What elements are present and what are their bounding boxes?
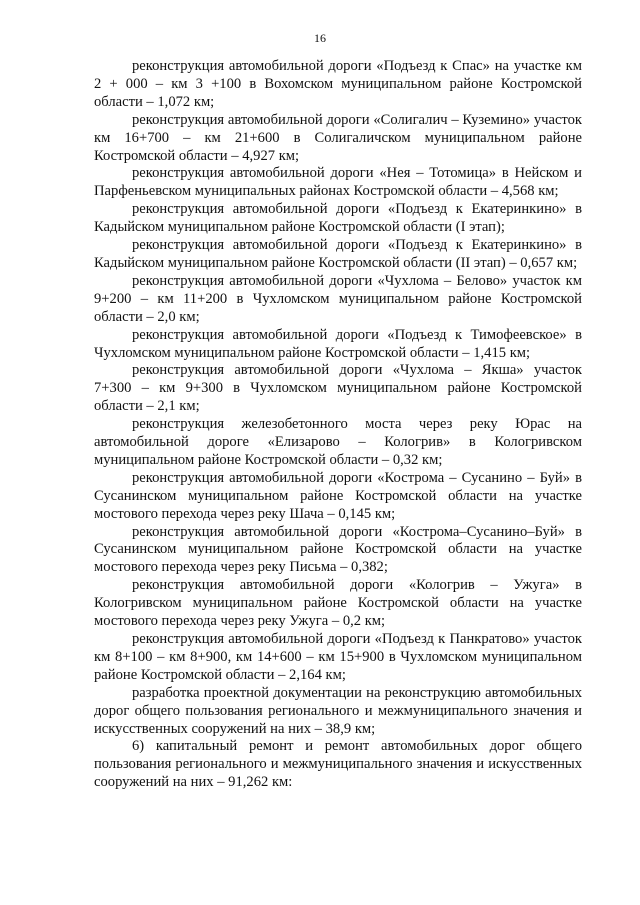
paragraph-project-documentation: разработка проектной документации на реконструкцию автомобильных дорог общего пользования регионального и межмуниципального значения и искусственных сооружений на них – 38,9 км;	[94, 684, 582, 737]
document-body	[94, 58, 582, 792]
paragraph-ekaterinkino-2: реконструкция автомобильной дороги «Подъезд к Екатеринкино» в Кадыйском муниципальном районе Костромской области (II этап) – 0,657 км;	[94, 237, 582, 271]
paragraph-pisma-crossing: реконструкция автомобильной дороги «Кострома–Сусанино–Буй» в Сусанинском муниципальном районе Костромской области на участке мостового перехода через реку Письма – 0,382;	[94, 523, 582, 576]
paragraph-neya: реконструкция автомобильной дороги «Нея – Тотомица» в Нейском и Парфеньевском муниципальных районах Костромской области – 4,568 км;	[94, 165, 582, 200]
paragraph-ekaterinkino-1: реконструкция автомобильной дороги «Подъезд к Екатеринкино» в Кадыйском муниципальном районе Костромской области (I этап);	[94, 201, 582, 236]
paragraph-uzhuga-crossing: реконструкция автомобильной дороги «Кологрив – Ужуга» в Кологривском муниципальном районе Костромской области на участке мостового перехода через реку Ужуга – 0,2 км;	[94, 577, 582, 630]
paragraph-timofeevskoe: реконструкция автомобильной дороги «Подъезд к Тимофеевское» в Чухломском муниципальном районе Костромской области – 1,415 км;	[94, 326, 582, 361]
paragraph-shacha-crossing: реконструкция автомобильной дороги «Кострома – Сусанино – Буй» в Сусанинском муниципальном районе Костромской области на участке мостового перехода через реку Шача – 0,145 км;	[94, 469, 582, 522]
paragraph-yuras-bridge: реконструкция железобетонного моста через реку Юрас на автомобильной дороге «Елизарово – Кологрив» в Кологривском муниципальном районе Костромской области – 0,32 км;	[94, 416, 582, 468]
paragraph-soligalich: реконструкция автомобильной дороги «Солигалич – Куземино» участок км 16+700 – км 21+600 в Солигаличском муниципальном районе Костромской области – 4,927 км;	[94, 111, 582, 164]
paragraph-spas: реконструкция автомобильной дороги «Подъезд к Спас» на участке км 2 + 000 – км 3 +100 в Вохомском муниципальном районе Костромской области – 1,072 км;	[94, 58, 582, 110]
paragraph-capital-repair: 6) капитальный ремонт и ремонт автомобильных дорог общего пользования регионального и межмуниципального значения и искусственных сооружений на них – 91,262 км:	[94, 738, 582, 791]
paragraph-pankratovo: реконструкция автомобильной дороги «Подъезд к Панкратово» участок км 8+100 – км 8+900, км 14+600 – км 15+900 в Чухломском муниципальном районе Костромской области – 2,164 км;	[94, 631, 582, 683]
paragraph-chukhloma-belovo: реконструкция автомобильной дороги «Чухлома – Белово» участок км 9+200 – км 11+200 в Чухломском муниципальном районе Костромской области – 2,0 км;	[94, 272, 582, 325]
page-number: 16	[314, 31, 326, 45]
paragraph-chukhloma-yaksha: реконструкция автомобильной дороги «Чухлома – Якша» участок 7+300 – км 9+300 в Чухломском муниципальном районе Костромской области – 2,1 км;	[94, 362, 582, 415]
